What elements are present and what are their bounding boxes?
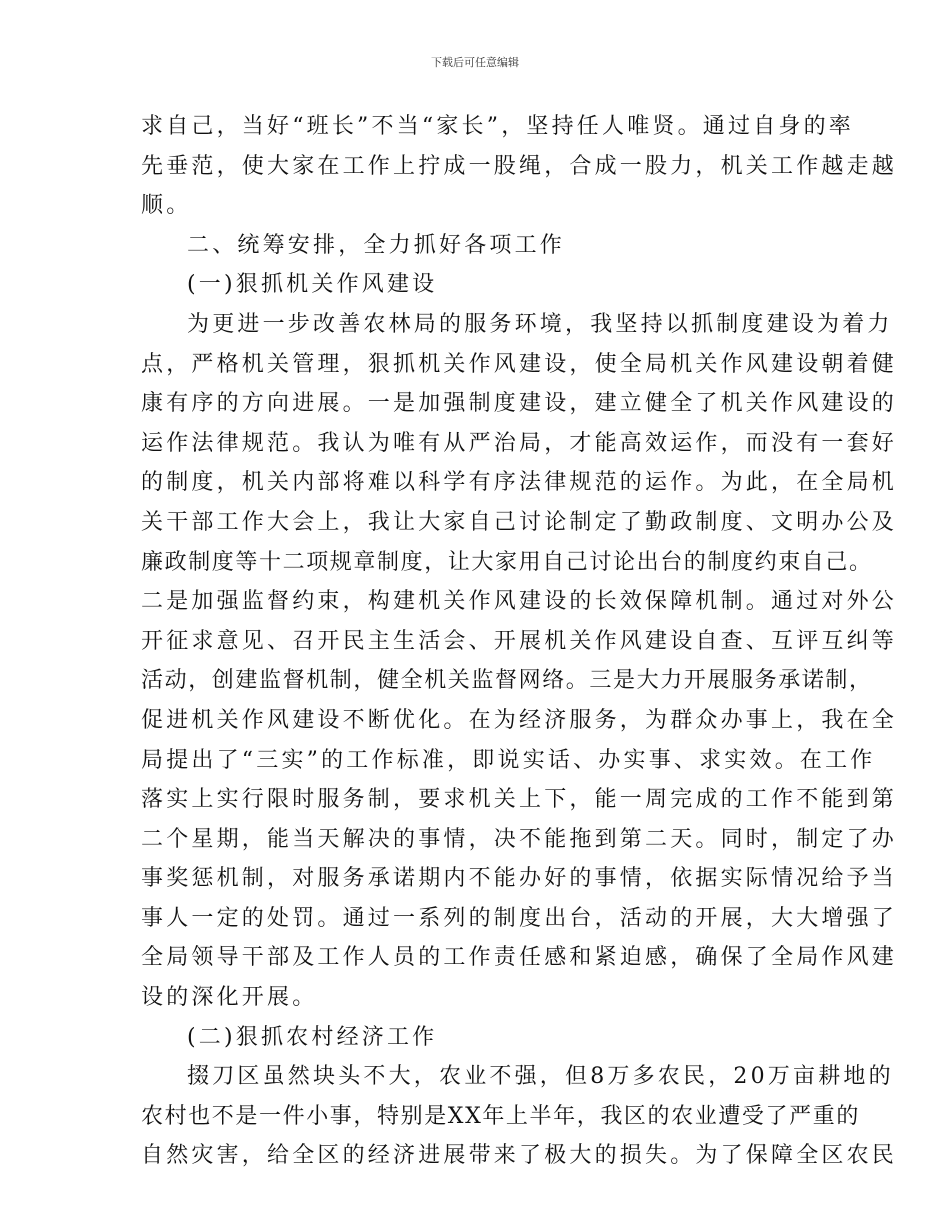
page-header: 下载后可任意编辑: [431, 56, 519, 69]
text-line: 顺。: [141, 193, 192, 219]
text-line: 促进机关作风建设不断优化。在为经济服务，为群众办事上，我在全: [141, 707, 898, 733]
text-line: 落实上实行限时服务制，要求机关上下，能一周完成的工作不能到第: [141, 787, 898, 813]
text-line: 为更进一步改善农林局的服务环境，我坚持以抓制度建设为着力: [187, 311, 893, 337]
text-line: 二是加强监督约束，构建机关作风建设的长效保障机制。通过对外公: [141, 589, 898, 615]
document-body: [141, 107, 898, 1176]
text-line: 局提出了“三实”的工作标准，即说实话、办实事、求实效。在工作: [141, 747, 876, 773]
text-line: 全局领导干部及工作人员的工作责任感和紧迫感，确保了全局作风建: [141, 945, 898, 971]
text-line: 活动，创建监督机制，健全机关监督网络。三是大力开展服务承诺制，: [141, 668, 873, 694]
text-line: 掇刀区虽然块头不大，农业不强，但8万多农民，20万亩耕地的: [187, 1064, 894, 1090]
text-line: (一)狠抓机关作风建设: [187, 272, 438, 298]
text-line: 农村也不是一件小事，特别是XX年上半年，我区的农业遭受了严重的: [141, 1103, 860, 1129]
text-line: 廉政制度等十二项规章制度，让大家用自己讨论出台的制度约束自己。: [141, 549, 873, 575]
text-line: 先垂范，使大家在工作上拧成一股绳，合成一股力，机关工作越走越: [141, 153, 898, 179]
text-line: (二)狠抓农村经济工作: [187, 1024, 438, 1050]
text-line: 事人一定的处罚。通过一系列的制度出台，活动的开展，大大增强了: [141, 905, 898, 931]
text-line: 开征求意见、召开民主生活会、开展机关作风建设自查、互评互纠等: [141, 628, 898, 654]
text-line: 求自己，当好“班长”不当“家长”，坚持任人唯贤。通过自身的率: [141, 114, 854, 139]
text-line: 事奖惩机制，对服务承诺期内不能办好的事情，依据实际情况给予当: [141, 866, 898, 892]
text-line: 运作法律规范。我认为唯有从严治局，才能高效运作，而没有一套好: [141, 430, 898, 456]
text-line: 自然灾害，给全区的经济进展带来了极大的损失。为了保障全区农民: [141, 1143, 898, 1169]
text-line: 设的深化开展。: [141, 985, 318, 1011]
text-line: 的制度，机关内部将难以科学有序法律规范的运作。为此，在全局机: [141, 470, 898, 496]
text-line: 关干部工作大会上，我让大家自己讨论制定了勤政制度、文明办公及: [141, 509, 898, 535]
text-line: 点，严格机关管理，狠抓机关作风建设，使全局机关作风建设朝着健: [141, 351, 898, 377]
text-line: 二、统筹安排，全力抓好各项工作: [187, 232, 566, 258]
text-line: 康有序的方向进展。一是加强制度建设，建立健全了机关作风建设的: [141, 391, 898, 417]
text-line: 二个星期，能当天解决的事情，决不能拖到第二天。同时，制定了办: [141, 826, 898, 852]
